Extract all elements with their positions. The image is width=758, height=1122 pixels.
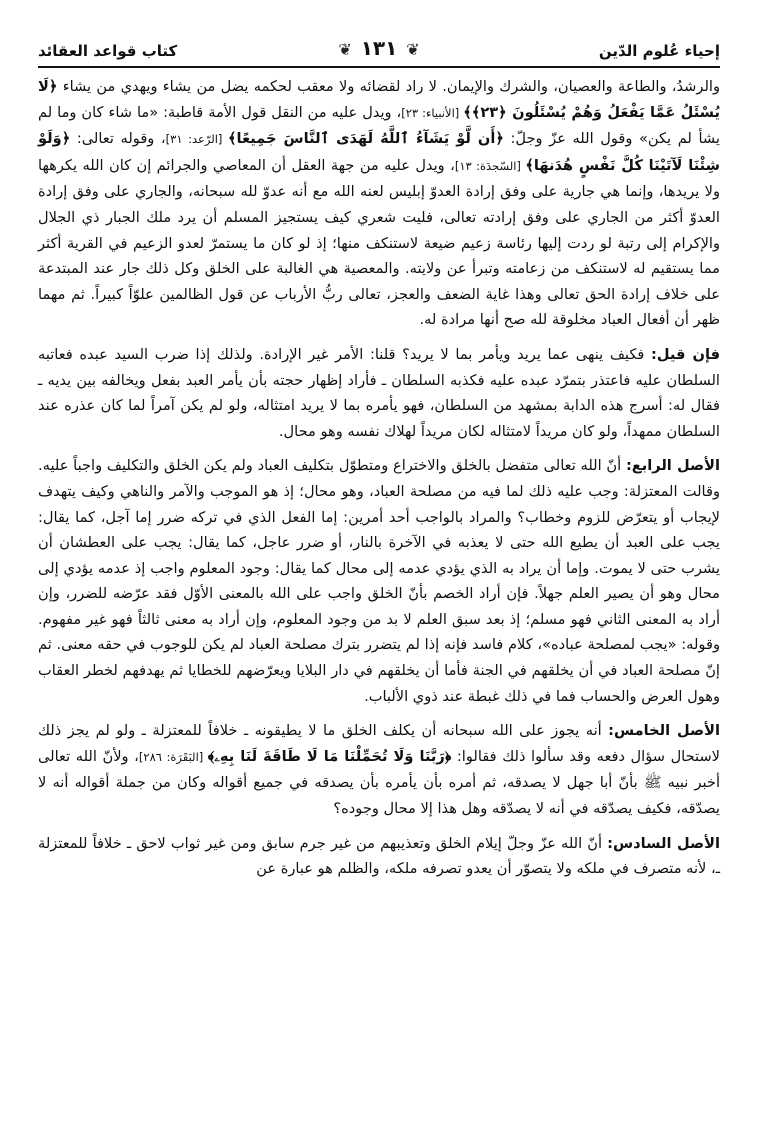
text-run: أنه يجوز على الله سبحانه أن يكلف الخلق ما لا يطيقونه ـ خلافاً للمعتزلة ـ ولو لم يجز ذلك لاستحال سؤال دفعه وقد سألوا ذلك فقالوا: — [38, 722, 720, 765]
text-run: أنّ الله عزّ وجلّ إيلام الخلق وتعذيبهم من غير جرم سابق ومن غير ثواب لاحق ـ خلافاً للمعتزلة ـ، لأنه متصرف في ملكه ولا يتصوّر أن يعدو تصرفه ملكه، والظلم هو عبارة عن — [38, 834, 720, 878]
paragraph-p4 — [38, 718, 720, 821]
text-run: ، وقوله تعالى: — [70, 130, 166, 148]
verse-reference: [السّجدَة: ١٣] — [454, 158, 526, 173]
page-number: ١٣١ — [360, 36, 398, 60]
quran-verse: ﴿لَا يُسْئَلُ عَمَّا يَفْعَلُ وَهُمْ يُسْئَلُونَ ﴿٢٣﴾﴾ — [38, 78, 720, 121]
quran-verse: ﴿رَبَّنَا وَلَا تُحَمِّلْنَا مَا لَا طَاقَةَ لَنَا بِهِۦ﴾ — [207, 747, 452, 765]
text-run: والرشدُ، والطاعة والعصيان، والشرك والإيمان. لا راد لقضائه ولا معقب لحكمه يضل من يشاء ويهدي من يشاء — [57, 78, 720, 95]
section-title: كتاب قواعد العقائد — [38, 42, 178, 60]
quran-verse: ﴿أَن لَّوْ يَشَآءُ ٱللَّهُ لَهَدَى ٱلنَّاسَ جَمِيعًا﴾ — [228, 130, 504, 148]
text-run: فكيف ينهى عما يريد ويأمر بما لا يريد؟ قلنا: الأمر غير الإرادة. ولذلك إذا ضرب السيد عبده فعاتبه السلطان عليه فاعتذر بتمرّد عبده عليه فكذبه السلطان ـ فأراد إظهار حجته بأن يأمر العبد بفعل ويخالفه بين يديه ـ فقال له: أسرج هذه الدابة بمشهد من السلطان، فهو يأمره بما لا يريد امتثاله، ولو لم يكن آمراً لما كان عذره عند السلطان ممهداً، ولو كان مريداً لامتثاله لكان مريداً لهلاك نفسه وهو محال. — [38, 345, 720, 440]
verse-reference: [الأنبياء: ٢٣] — [401, 105, 464, 120]
text-run: ، ويدل عليه من جهة العقل أن المعاصي والجرائم إن كان الله يكرهها ولا يريدها، وإنما هي جارية على وفق إرادة العدوّ إبليس لعنه الله مع أنه عدوّ لله سبحانه، والجاري على وفق إرادة العدوّ أكثر من الجاري على وفق إرادته تعالى، فليت شعري كيف يستجيز المسلم أن يرد ملك الجبار ذي الجلال والإكرام إلى رتبة لو ردت إليها رئاسة زعيم ضيعة لاستنكف منها؛ إذ لو كان ما يستمرّ لعدو الزعيم في القرية أكثر مما يستقيم له لاستنكف من زعامته وتبرأ عن ولايته. والمعصية هي الغالبة على الخلق وكل ذلك جار عند المبتدعة على خلاف إرادة الحق تعالى وهذا غاية الضعف والعجز، تعالى ربُّ الأرباب عن قول الظالمين علوّاً كبيراً. ثم مهما ظهر أن أفعال العباد مخلوقة لله صح أنها مرادة له. — [38, 156, 720, 329]
text-run: ، ويدل عليه من النقل قول الأمة قاطبة: «ما شاء كان وما لم يشأ لم يكن» وقول الله عزّ وجلّ: — [38, 103, 720, 148]
header-rule — [38, 66, 720, 68]
section-heading: الأصل السادس: — [607, 834, 720, 852]
quran-verse: ﴿وَلَوْ شِئْنَا لَآتَيْنَا كُلَّ نَفْسٍ هُدَنهَا﴾ — [38, 130, 720, 174]
verse-reference: [البَقَرَة: ٢٨٦] — [138, 749, 208, 764]
page-number-block — [336, 36, 421, 60]
verse-reference: [الرّعد: ٣١] — [165, 132, 228, 147]
paragraph-p1 — [38, 74, 720, 333]
ornament-right-icon: ❦ — [338, 40, 352, 59]
section-heading: فإن قيل: — [651, 345, 720, 363]
body-text — [38, 74, 720, 882]
section-heading: الأصل الرابع: — [625, 457, 720, 475]
section-heading: الأصل الخامس: — [608, 722, 721, 740]
paragraph-p5 — [38, 831, 720, 882]
text-run: أنّ الله تعالى متفضل بالخلق والاختراع ومتطوّل بتكليف العباد ولم يكن الخلق والتكليف واجباً عليه. وقالت المعتزلة: وجب عليه ذلك لما فيه من مصلحة العباد، وهو محال؛ إذ هو الموجب والآمر والناهي وكيف يتهدف لإيجاب أو يتعرّض للزوم وخطاب؟ والمراد بالواجب أحد أمرين: إما الفعل الذي في تركه ضرر إما آجل، كما يقال: يجب على العبد أن يطيع الله حتى لا يعذبه في الآخرة بالنار، أو ضرر عاجل، كما يقال: يجب على العطشان أن يشرب حتى لا يموت. وإما أن يراد به الذي يؤدي عدمه إلى محال كما يقال: وجود المعلوم واجب إذ عدمه يؤدي إلى محال وهو أن يصير العلم جهلاً. فإن أراد الخصم بأنّ الخلق واجب على الله بالمعنى الأوّل فقد عرّضه للضرر، وإن أراد به المعنى الثاني فهو مسلم؛ إذ بعد سبق العلم لا بد من وجود المعلوم، وإن أراد به معنى ثالثاً فهو غير مفهوم. وقوله: «يجب لمصلحة عباده»، كلام فاسد فإنه إذا لم يتضرر بترك مصلحة العباد لم يكن للوجوب في حقه معنى. ثم إنّ مصلحة العباد في أن يخلقهم في الجنة فأما أن يخلقهم في دار البلايا ويعرّضهم للخطايا ثم يهدفهم لخطر العقاب وهول العرض والحساب فما في ذلك غبطة عند ذوي الألباب. — [38, 457, 720, 705]
text-run: ، ولأنّ الله تعالى أخبر نبيه ﷺ بأنّ أبا جهل لا يصدقه، ثم أمره بأن يأمره بأن يصدقه في جميع أقواله وكان من جملة أقواله أنه لا يصدّقه، فكيف يصدّقه في أنه لا يصدّقه وهل هذا إلا محال وجوده؟ — [38, 747, 720, 818]
page-header — [38, 34, 720, 68]
paragraph-p2 — [38, 342, 720, 444]
book-title: إحياء عُلوم الدّين — [598, 42, 720, 60]
ornament-left-icon: ❦ — [406, 40, 420, 59]
paragraph-p3 — [38, 453, 720, 709]
